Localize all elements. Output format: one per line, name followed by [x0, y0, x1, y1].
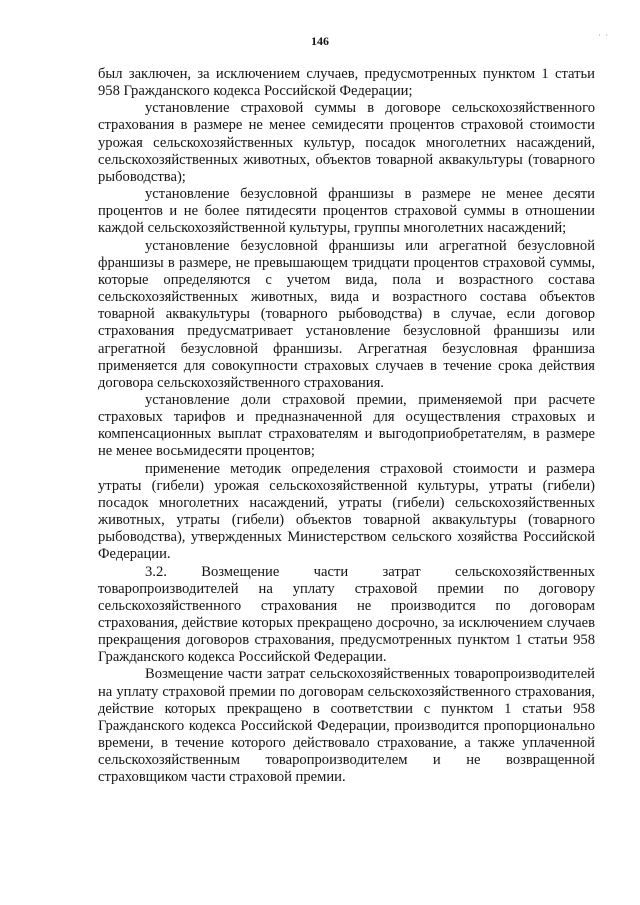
paragraph-aggregate-deductible: установление безусловной франшизы или агрегатной безусловной франшизы в размере, не превышающем тридцати процентов страховой суммы, которые определяются с учетом вида, пола и возрастного состава сельскохозяйственных животных, вида и возрастного состава объектов товарной аквакультуры (товарного рыбоводства) в случае, если договор страхования предусматривает установление безусловной франшизы или агрегатной безусловной франшизы. Агрегатная безусловная франшиза применяется для совокупности страховых случаев в течение срока действия договора сельскохозяйственного страхования. [98, 237, 595, 391]
page-number: 146 [311, 34, 329, 48]
paragraph-valuation-methods: применение методик определения страховой стоимости и размера утраты (гибели) урожая сельскохозяйственной культуры, утраты (гибели) посадок многолетних насаждений, утраты (гибели) сельскохозяйственных животных, утраты (гибели) объектов товарной аквакультуры (товарного рыбоводства), утвержденных Министерством сельского хозяйства Российской Федерации. [98, 460, 595, 563]
paragraph-section-3-2: 3.2. Возмещение части затрат сельскохозяйственных товаропроизводителей на уплату страховой премии по договору сельскохозяйственного страхования не производится по договорам страхования, действие которых прекращено досрочно, за исключением случаев прекращения договоров страхования, предусмотренных пунктом 1 статьи 958 Гражданского кодекса Российской Федерации. [98, 563, 595, 666]
paragraph-reimbursement: Возмещение части затрат сельскохозяйственных товаропроизводителей на уплату страховой премии по договорам сельскохозяйственного страхования, действие которых прекращено в соответствии с пунктом 1 статьи 958 Гражданского кодекса Российской Федерации, производится пропорционально времени, в течение которого действовало страхование, а также уплаченной сельскохозяйственным товаропроизводителем и не возвращенной страховщиком части страховой премии. [98, 666, 595, 786]
paragraph-continuation: был заключен, за исключением случаев, предусмотренных пунктом 1 статьи 958 Гражданского кодекса Российской Федерации; [98, 66, 595, 100]
paragraph-sum-insured: установление страховой суммы в договоре сельскохозяйственного страхования в размере не менее семидесяти процентов страховой стоимости урожая сельскохозяйственных культур, посадок многолетних насаждений, сельскохозяйственных животных, объектов товарной аквакультуры (товарного рыбоводства); [98, 100, 595, 185]
document-body [98, 66, 595, 787]
paragraph-premium-share: установление доли страховой премии, применяемой при расчете страховых тарифов и предназначенной для осуществления страховых и компенсационных выплат страхователям и выгодоприобретателям, в размере не менее восьмидесяти процентов; [98, 391, 595, 460]
scan-marks: ˙ ˙ [598, 33, 610, 43]
paragraph-unconditional-deductible: установление безусловной франшизы в размере не менее десяти процентов и не более пятидесяти процентов страховой суммы в отношении каждой сельскохозяйственной культуры, группы многолетних насаждений; [98, 186, 595, 237]
